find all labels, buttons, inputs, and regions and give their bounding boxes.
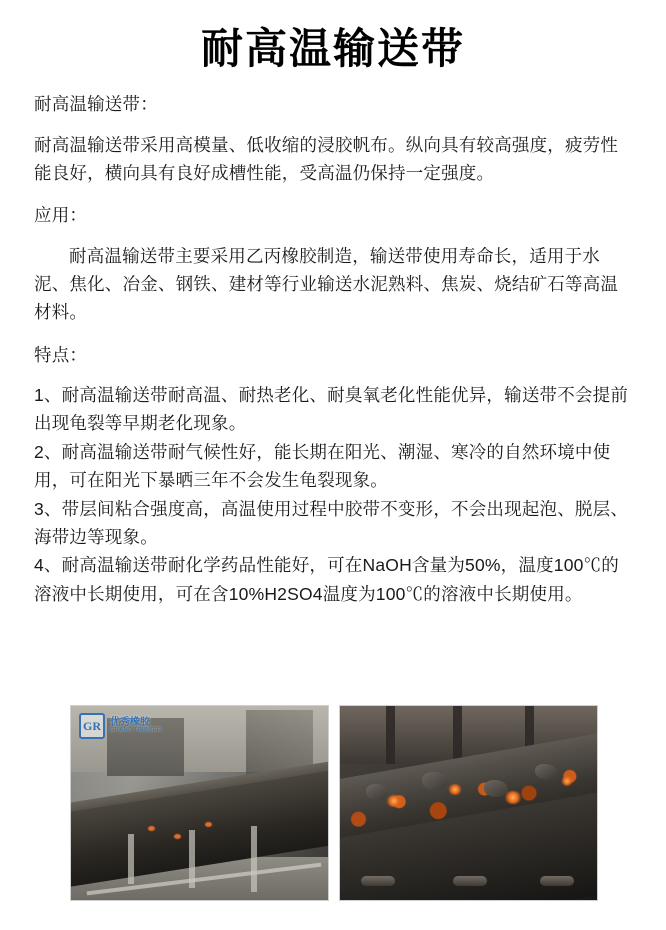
- photo-roller-3: [540, 876, 574, 886]
- photo-beam-2: [453, 706, 462, 764]
- watermark-logo: [79, 713, 162, 739]
- photo-conveyor-sinter: [339, 705, 598, 901]
- photo-post-3: [251, 826, 257, 892]
- photo-glow-2: [448, 784, 462, 795]
- photo-glow-4: [561, 776, 573, 786]
- image-gallery: [70, 705, 598, 901]
- photo-beam-1: [386, 706, 395, 764]
- feature-item-2: 2、耐高温输送带耐气候性好，能长期在阳光、潮湿、寒冷的自然环境中使用，可在阳光下暴晒三年不会发生龟裂现象。: [34, 441, 611, 491]
- photo-post-2: [189, 830, 195, 888]
- document-body: [34, 90, 632, 608]
- features-label: 特点：: [34, 344, 88, 365]
- photo-rock-1: [366, 784, 388, 800]
- logo-text: [110, 718, 162, 734]
- photo-post-1: [128, 834, 134, 884]
- application-label: 应用：: [34, 205, 88, 226]
- feature-list: [34, 381, 632, 608]
- intro-label: 耐高温输送带：: [34, 94, 158, 115]
- feature-item-4: 4、耐高温输送带耐化学药品性能好，可在NaOH含量为50%，温度100℃的溶液中长期使用，可在含10%H2SO4温度为100℃的溶液中长期使用。: [34, 555, 619, 604]
- feature-item-3: 3、带层间粘合强度高，高温使用过程中胶带不变形，不会出现起泡、脱层、海带边等现象。: [34, 498, 629, 547]
- photo-conveyor-quarry: [70, 705, 329, 901]
- logo-brand-en: GRAND RUBBER: [110, 727, 162, 734]
- application-paragraph: 耐高温输送带主要采用乙丙橡胶制造，输送带使用寿命长，适用于水泥、焦化、冶金、钢铁、建材等行业输送水泥熟料、焦炭、烧结矿石等高温材料。: [34, 245, 619, 323]
- photo-ember-2: [174, 834, 181, 839]
- photo-roller-1: [361, 876, 395, 886]
- intro-paragraph: 耐高温输送带采用高模量、低收缩的浸胶帆布。纵向具有较高强度，疲劳性能良好，横向具有良好成槽性能，受高温仍保持一定强度。: [34, 134, 619, 184]
- logo-mark-icon: GR: [79, 713, 105, 739]
- logo-brand-cn: 优秀橡胶: [110, 716, 150, 728]
- photo-rock-4: [535, 764, 557, 779]
- feature-item-1: 1、耐高温输送带耐高温、耐热老化、耐臭氧老化性能优异，输送带不会提前出现龟裂等早期老化现象。: [34, 385, 629, 434]
- photo-roller-2: [453, 876, 487, 886]
- photo-rock-2: [422, 772, 448, 790]
- page-title: 耐高温输送带: [200, 25, 465, 72]
